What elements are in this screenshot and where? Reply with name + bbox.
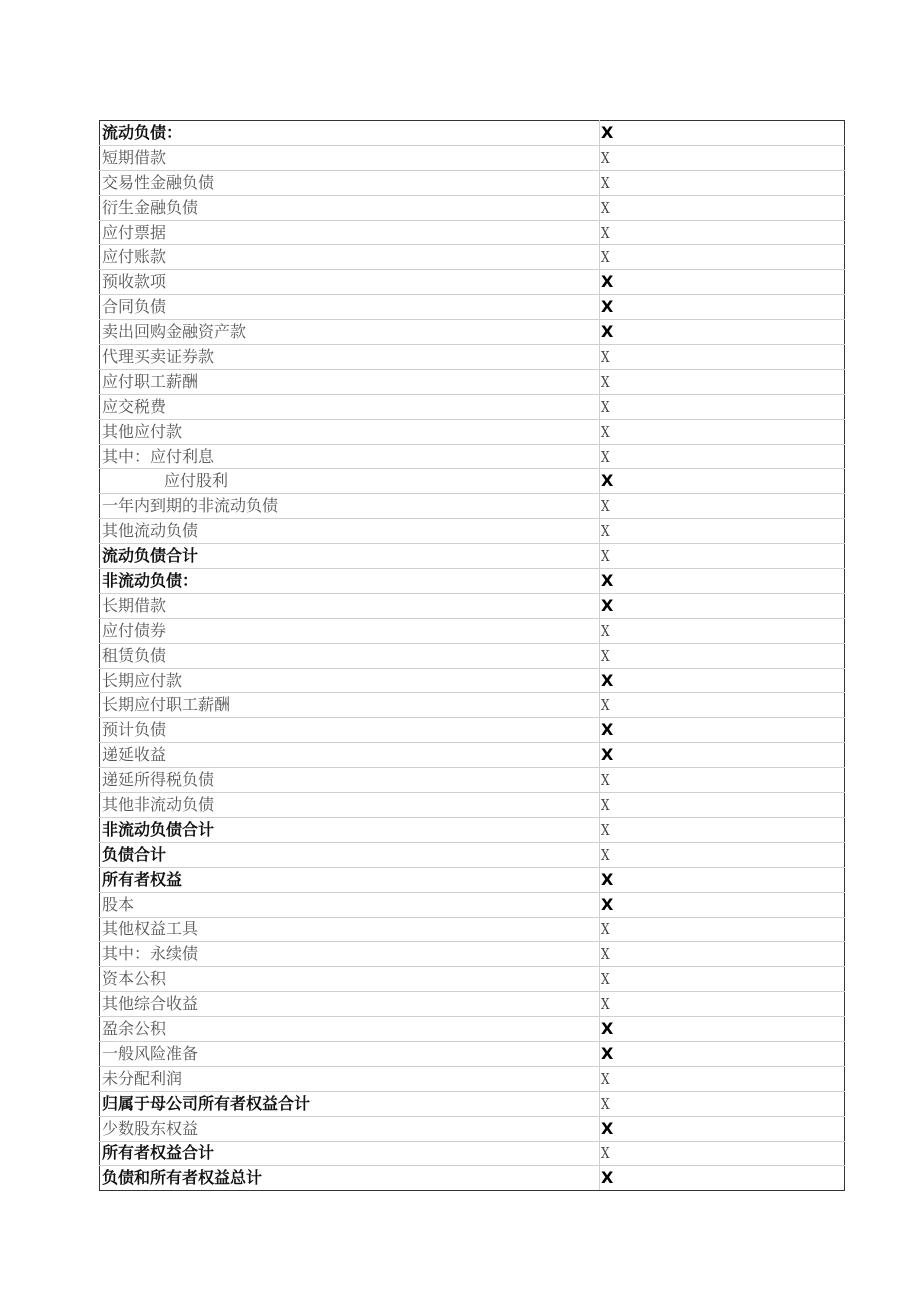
row-value: X <box>601 771 610 790</box>
table-row <box>100 668 845 693</box>
row-label: 短期借款 <box>100 145 600 170</box>
row-label: 应付票据 <box>100 220 600 245</box>
row-label: 其他权益工具 <box>100 917 600 942</box>
row-value-cell <box>600 842 845 867</box>
table-row <box>100 593 845 618</box>
row-value: X <box>601 621 610 640</box>
table-row <box>100 793 845 818</box>
table-row <box>100 394 845 419</box>
row-value: X <box>601 322 614 342</box>
table-row <box>100 892 845 917</box>
row-value-cell <box>600 369 845 394</box>
row-value: X <box>601 696 610 715</box>
row-value-cell <box>600 345 845 370</box>
row-value-cell <box>600 121 845 146</box>
row-label: 资本公积 <box>100 967 600 992</box>
row-label: 其他综合收益 <box>100 992 600 1017</box>
table-row <box>100 718 845 743</box>
row-label: 长期借款 <box>100 593 600 618</box>
row-value-cell <box>600 444 845 469</box>
table-row <box>100 917 845 942</box>
balance-sheet-body <box>100 121 845 1191</box>
table-row <box>100 867 845 892</box>
row-value-cell <box>600 718 845 743</box>
table-row <box>100 494 845 519</box>
row-value: X <box>601 522 610 541</box>
table-row <box>100 693 845 718</box>
row-value: X <box>601 945 610 964</box>
row-value: X <box>601 297 614 317</box>
row-label: 卖出回购金融资产款 <box>100 320 600 345</box>
row-value: X <box>601 198 610 217</box>
table-row <box>100 1017 845 1042</box>
row-value: X <box>601 1118 614 1138</box>
row-label: 其他流动负债 <box>100 519 600 544</box>
row-label: 一年内到期的非流动负债 <box>100 494 600 519</box>
row-label: 流动负债合计 <box>100 544 600 569</box>
row-value-cell <box>600 519 845 544</box>
row-value-cell <box>600 394 845 419</box>
row-value-cell <box>600 867 845 892</box>
row-label: 其中：永续债 <box>100 942 600 967</box>
row-value: X <box>601 646 610 665</box>
row-value-cell <box>600 1116 845 1141</box>
row-label: 一般风险准备 <box>100 1041 600 1066</box>
row-label: 递延收益 <box>100 743 600 768</box>
row-value-cell <box>600 1166 845 1191</box>
row-value-cell <box>600 793 845 818</box>
row-value-cell <box>600 295 845 320</box>
row-label: 盈余公积 <box>100 1017 600 1042</box>
row-value-cell <box>600 593 845 618</box>
row-value-cell <box>600 942 845 967</box>
row-value: X <box>601 1043 614 1063</box>
row-value: X <box>601 869 614 889</box>
row-value: X <box>601 1094 610 1113</box>
row-value: X <box>601 970 610 989</box>
table-row <box>100 544 845 569</box>
row-value: X <box>601 1069 610 1088</box>
row-value: X <box>601 547 610 566</box>
table-row <box>100 369 845 394</box>
row-value: X <box>601 995 610 1014</box>
row-value-cell <box>600 643 845 668</box>
table-row <box>100 1116 845 1141</box>
row-value-cell <box>600 1066 845 1091</box>
row-value: X <box>601 745 614 765</box>
row-label: 合同负债 <box>100 295 600 320</box>
table-row <box>100 320 845 345</box>
row-value-cell <box>600 743 845 768</box>
row-label: 非流动负债合计 <box>100 817 600 842</box>
row-value-cell <box>600 768 845 793</box>
table-row <box>100 170 845 195</box>
table-row <box>100 569 845 594</box>
row-value-cell <box>600 419 845 444</box>
row-value-cell <box>600 494 845 519</box>
row-value-cell <box>600 668 845 693</box>
balance-sheet-table <box>99 120 845 1191</box>
row-value: X <box>601 570 614 590</box>
row-value: X <box>601 894 614 914</box>
row-label: 预收款项 <box>100 270 600 295</box>
row-label: 应交税费 <box>100 394 600 419</box>
table-row <box>100 768 845 793</box>
row-value-cell <box>600 892 845 917</box>
row-value: X <box>601 372 610 391</box>
row-value-cell <box>600 195 845 220</box>
row-label: 应付职工薪酬 <box>100 369 600 394</box>
table-row <box>100 220 845 245</box>
row-value-cell <box>600 170 845 195</box>
row-label: 非流动负债： <box>100 569 600 594</box>
row-value-cell <box>600 1017 845 1042</box>
row-label: 衍生金融负债 <box>100 195 600 220</box>
table-row <box>100 519 845 544</box>
table-row <box>100 942 845 967</box>
row-value-cell <box>600 245 845 270</box>
row-label: 长期应付职工薪酬 <box>100 693 600 718</box>
row-label: 负债合计 <box>100 842 600 867</box>
table-row <box>100 345 845 370</box>
row-label: 股本 <box>100 892 600 917</box>
row-value: X <box>601 397 610 416</box>
row-label: 交易性金融负债 <box>100 170 600 195</box>
row-value: X <box>601 845 610 864</box>
table-row <box>100 419 845 444</box>
row-label: 所有者权益合计 <box>100 1141 600 1166</box>
table-row <box>100 270 845 295</box>
row-value-cell <box>600 817 845 842</box>
row-value-cell <box>600 320 845 345</box>
row-label: 递延所得税负债 <box>100 768 600 793</box>
row-value-cell <box>600 569 845 594</box>
row-value-cell <box>600 1091 845 1116</box>
row-label: 其他应付款 <box>100 419 600 444</box>
row-value: X <box>601 148 610 167</box>
table-row <box>100 842 845 867</box>
row-value: X <box>601 248 610 267</box>
row-value-cell <box>600 967 845 992</box>
row-value: X <box>601 447 610 466</box>
row-value: X <box>601 497 610 516</box>
table-row <box>100 245 845 270</box>
row-label: 应付账款 <box>100 245 600 270</box>
row-value: X <box>601 272 614 292</box>
row-label: 预计负债 <box>100 718 600 743</box>
row-label: 其中：应付利息 <box>100 444 600 469</box>
row-value: X <box>601 347 610 366</box>
row-value-cell <box>600 469 845 494</box>
row-value: X <box>601 595 614 615</box>
row-value: X <box>601 223 610 242</box>
row-value-cell <box>600 917 845 942</box>
row-value-cell <box>600 270 845 295</box>
row-value: X <box>601 471 614 491</box>
row-label: 应付债券 <box>100 618 600 643</box>
row-value: X <box>601 1144 610 1163</box>
table-row <box>100 1066 845 1091</box>
row-value: X <box>601 920 610 939</box>
row-value: X <box>601 122 614 142</box>
row-value-cell <box>600 220 845 245</box>
row-label: 租赁负债 <box>100 643 600 668</box>
row-value: X <box>601 422 610 441</box>
row-value: X <box>601 720 614 740</box>
table-row <box>100 992 845 1017</box>
table-row <box>100 195 845 220</box>
row-value-cell <box>600 145 845 170</box>
table-row <box>100 1041 845 1066</box>
row-value-cell <box>600 693 845 718</box>
row-label: 负债和所有者权益总计 <box>100 1166 600 1191</box>
row-value: X <box>601 670 614 690</box>
row-label: 流动负债： <box>100 121 600 146</box>
row-label: 归属于母公司所有者权益合计 <box>100 1091 600 1116</box>
table-row <box>100 121 845 146</box>
row-label: 长期应付款 <box>100 668 600 693</box>
table-row <box>100 1166 845 1191</box>
row-label: 其他非流动负债 <box>100 793 600 818</box>
row-value: X <box>601 820 610 839</box>
table-row <box>100 295 845 320</box>
row-label: 少数股东权益 <box>100 1116 600 1141</box>
row-value-cell <box>600 1141 845 1166</box>
row-value: X <box>601 795 610 814</box>
row-value: X <box>601 1019 614 1038</box>
row-value-cell <box>600 992 845 1017</box>
table-row <box>100 618 845 643</box>
row-value-cell <box>600 544 845 569</box>
table-row <box>100 643 845 668</box>
row-label: 代理买卖证券款 <box>100 345 600 370</box>
table-row <box>100 1141 845 1166</box>
row-label: 未分配利润 <box>100 1066 600 1091</box>
table-row <box>100 967 845 992</box>
row-value: X <box>601 1168 614 1188</box>
row-label: 应付股利 <box>100 469 600 494</box>
row-label: 所有者权益 <box>100 867 600 892</box>
table-row <box>100 817 845 842</box>
row-value-cell <box>600 618 845 643</box>
table-row <box>100 469 845 494</box>
table-row <box>100 743 845 768</box>
row-value: X <box>601 173 610 192</box>
table-row <box>100 444 845 469</box>
table-row <box>100 1091 845 1116</box>
table-row <box>100 145 845 170</box>
row-value-cell <box>600 1041 845 1066</box>
